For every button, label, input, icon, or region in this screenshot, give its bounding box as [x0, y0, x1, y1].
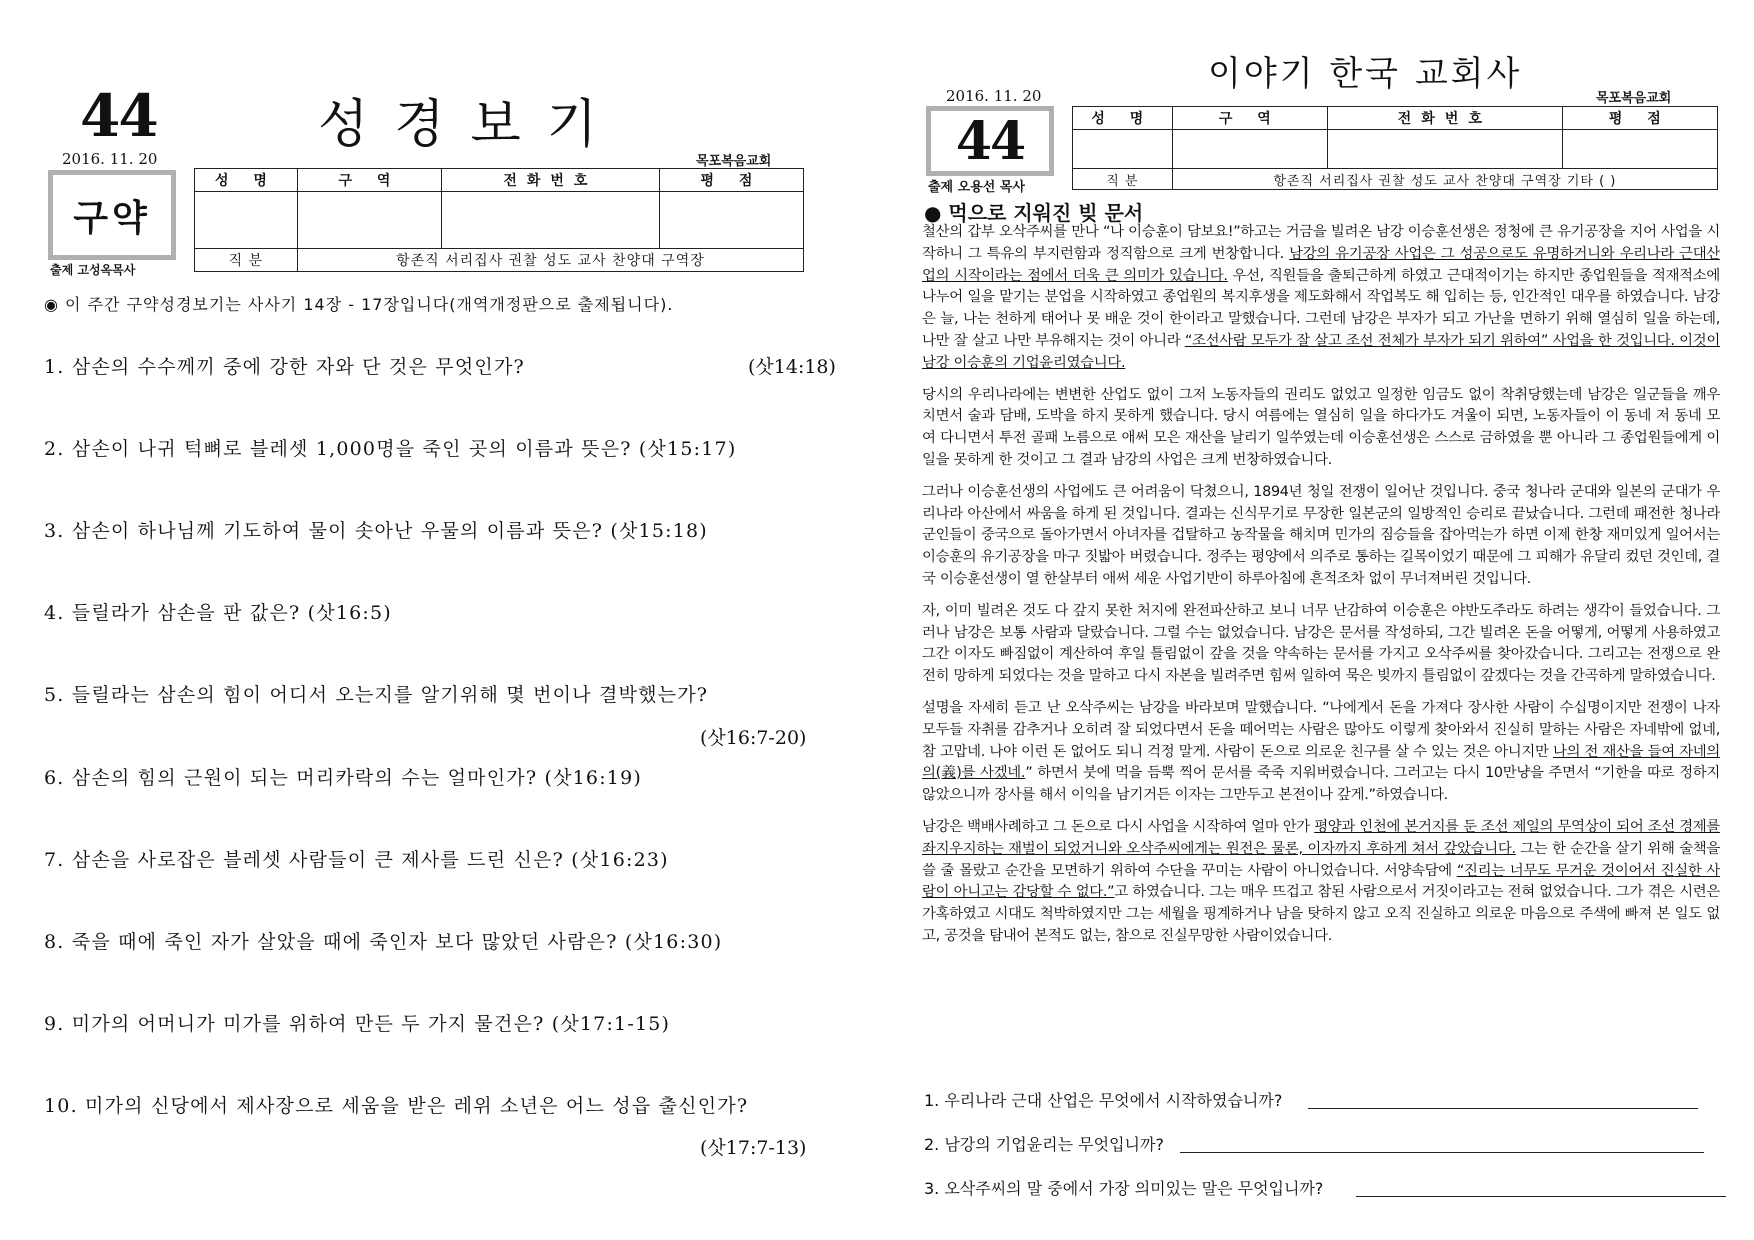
left-intro: ◉ 이 주간 구약성경보기는 사사기 14장 - 17장입니다(개역개정판으로 출제됩니다). — [44, 295, 674, 314]
underlined-text: “조선사람 모두가 잘 살고 조선 전체가 부자가 되기 위하여” 사업을 한 것입니다. 이것이 남강 이승훈의 기업윤리였습니다. — [922, 332, 1720, 371]
text-span: 그는 한 순간을 살기 위해 술책을 쓸 줄 몰랐고 순간을 모면하기 위하여 수단을 꾸미는 사람이 아니었습니다. 서양속담에 — [922, 840, 1720, 879]
text-span: 우선, 직원들을 출퇴근하게 하였고 근대적이기는 하지만 종업원들을 적재적소에 나누어 일을 맡기는 분업을 시작하였고 종업원의 복지후생을 제도화해서 작업복도 해 입히는 등, 인간적인 대우를 하였습니다. 남강은 늘, 나는 천하게 태어나 못 배운 것이 한이라고 말했습니다. 그런데 남강은 부자가 되고 가난을 면하기 위해 열심히 일을 하는데, 나만 잘 살고 나만 부유해지는 것이 아니라 — [922, 267, 1720, 349]
underlined-text: “진리는 너무도 무거운 것이어서 진실한 사람이 아니고는 감당할 수 없다.” — [922, 862, 1720, 901]
text-span: 설명을 자세히 듣고 난 오삭주씨는 남강을 바라보며 말했습니다. “나에게서 돈을 가져다 장사한 사람이 수십명이지만 전쟁이 나자 모두들 자취를 감추거나 오히려 잘 되었다면서 돈을 떼어먹는 사람은 많아도 이렇게 찾아와서 진실히 말하는 사람은 자네밖에 없네, 참 고맙네. 나야 이런 돈 없어도 되니 걱정 말게. 사람이 돈으로 의로운 친구를 살 수 있는 것은 아니지만 — [922, 699, 1720, 760]
header-score: 평 점 — [1562, 107, 1717, 130]
issue-badge-number: 44 — [955, 110, 1025, 172]
text-span: 고 하였습니다. 그는 매우 뜨겁고 참된 사람으로서 거짓이라고는 전혀 없었습니다. 그가 겪은 시련은 가혹하였고 시대도 척박하였지만 그는 세월을 핑계하거나 남을 탓하지 않고 오직 진실하고 의로운 마음으로 주색에 빠져 본 일도 없고, 공것을 탐내어 본적도 없는, 참으로 진실무망한 사람이었습니다. — [922, 884, 1721, 944]
question-5: 5. 들릴라는 삼손의 힘이 어디서 오는지를 알기위해 몇 번이나 결박했는가? — [44, 684, 709, 706]
name-field[interactable] — [195, 192, 298, 249]
score-field[interactable] — [1562, 130, 1717, 169]
question-7: 7. 삼손을 사로잡은 블레셋 사람들이 큰 제사를 드린 신은? (삿16:23) — [44, 849, 669, 871]
header-name: 성 명 — [195, 169, 298, 192]
underlined-text: 평양과 인천에 본거지를 둔 조선 제일의 무역상이 되어 조선 경제를 좌지우지하는 재벌이 되었거니와 오삭주씨에게는 원전은 물론, 이자까지 후하게 쳐서 갚았습니다. — [922, 818, 1720, 857]
answer-line-3[interactable] — [1356, 1196, 1726, 1197]
header-district: 구 역 — [297, 169, 441, 192]
review-question-3: 3. 오삭주씨의 말 중에서 가장 의미있는 말은 무엇입니까? — [924, 1179, 1324, 1198]
text-span: 당시의 우리나라에는 변변한 산업도 없이 그저 노동자들의 권리도 없었고 일정한 임금도 없이 착취당했는데 남강은 일군들을 깨우치면서 술과 담배, 도박을 하지 못하게 했습니다. 당시 여름에는 열심히 일을 하다가도 겨울이 되면, 노동자들이 이 동네 저 동네 모여 다니면서 투전 골패 노름으로 애써 모은 재산을 날리기 일쑤였는데 이승훈선생은 스스로 금하였을 뿐 아니라 그 종업원들에게 이 일을 못하게 한 것이고 그 결과 남강의 사업은 크게 번창하였습니다. — [922, 386, 1720, 468]
section-badge-label: 구약 — [73, 197, 151, 239]
left-answer-form — [194, 168, 804, 272]
header-phone: 전화번호 — [1328, 107, 1563, 130]
role-options[interactable]: 항존직 서리집사 권찰 성도 교사 찬양대 구역장 — [297, 249, 803, 272]
paragraph-4 — [922, 601, 1720, 688]
underlined-text: 남강의 유기공장 사업은 그 성공으로도 유명하거니와 우리나라 근대산업의 시작이라는 점에서 더욱 큰 의미가 있습니다. — [922, 245, 1720, 284]
left-page-title: 성경보기 — [318, 95, 623, 155]
question-1-ref: (삿14:18) — [748, 356, 836, 378]
question-10-ref: (삿17:7-13) — [700, 1137, 807, 1159]
question-10: 10. 미가의 신당에서 제사장으로 세움을 받은 레위 소년은 어느 성읍 출신인가? — [44, 1095, 749, 1117]
phone-field[interactable] — [1328, 130, 1563, 169]
question-5-ref: (삿16:7-20) — [700, 727, 807, 749]
role-options[interactable]: 항존직 서리집사 권찰 성도 교사 찬양대 구역장 기타 ( ) — [1172, 169, 1717, 190]
underlined-text: 나의 전 재산을 들여 자네의 의(義)를 사겠네. — [922, 743, 1720, 782]
role-label: 직 분 — [1073, 169, 1173, 190]
question-3: 3. 삼손이 하나님께 기도하여 물이 솟아난 우물의 이름과 뜻은? (삿15:18) — [44, 520, 708, 542]
question-9: 9. 미가의 어머니가 미가를 위하여 만든 두 가지 물건은? (삿17:1-15) — [44, 1013, 671, 1035]
name-field[interactable] — [1073, 130, 1173, 169]
left-date: 2016. 11. 20 — [62, 150, 158, 168]
question-2: 2. 삼손이 나귀 턱뼈로 블레셋 1,000명을 죽인 곳의 이름과 뜻은? (삿15:17) — [44, 438, 737, 460]
issue-badge — [926, 106, 1054, 176]
section-badge — [48, 170, 176, 260]
text-span: 철산의 갑부 오삭주씨를 만나 “나 이승훈이 담보요!”하고는 거금을 빌려온 남강 이승훈선생은 정청에 큰 유기공장을 지어 사업을 시작하니 그 특유의 부지런함과 정직함으로 크게 번창합니다. — [922, 224, 1720, 262]
right-author: 출제 오용선 목사 — [928, 180, 1025, 195]
left-issue-number: 44 — [80, 82, 157, 150]
paragraph-2 — [922, 385, 1720, 472]
paragraph-6 — [922, 817, 1720, 948]
header-phone: 전화번호 — [442, 169, 660, 192]
paragraph-5 — [922, 698, 1720, 807]
text-span: 남강은 백배사례하고 그 돈으로 다시 사업을 시작하여 얼마 안가 — [922, 818, 1315, 835]
paragraph-1 — [922, 222, 1720, 375]
text-span: 그러나 이승훈선생의 사업에도 큰 어려움이 닥쳤으니, 1894년 청일 전쟁이 일어난 것입니다. 중국 청나라 군대와 일본의 군대가 우리나라 아산에서 싸움을 하게 된 것입니다. 결과는 신식무기로 무장한 일본군의 일방적인 승리로 끝났습니다. 그런데 패전한 청나라 군인들이 중국으로 돌아가면서 아녀자를 겁탈하고 농작물을 해치며 민가의 짐승들을 잡아먹는가 하면 이제 한창 재미있게 일어서는 이승훈의 유기공장을 마구 짓밟아 버렸습니다. 정주는 평양에서 의주로 통하는 길목이었기 때문에 그 피해가 유달리 컸던 것인데, 결국 이승훈선생이 열 한살부터 애써 세운 사업기반이 하루아침에 흔적조차 없이 무너져버린 것입니다. — [922, 483, 1720, 587]
right-date: 2016. 11. 20 — [946, 87, 1042, 105]
paragraph-3 — [922, 482, 1720, 591]
header-name: 성 명 — [1073, 107, 1173, 130]
right-answer-form — [1072, 106, 1718, 190]
score-field[interactable] — [659, 192, 803, 249]
left-author: 출제 고성옥목사 — [50, 263, 136, 277]
review-question-1: 1. 우리나라 근대 산업은 무엇에서 시작하였습니까? — [924, 1091, 1283, 1110]
question-1: 1. 삼손의 수수께끼 중에 강한 자와 단 것은 무엇인가? — [44, 356, 525, 378]
phone-field[interactable] — [442, 192, 660, 249]
story-heading: ● 먹으로 지워진 빚 문서 — [924, 201, 1144, 225]
review-question-2: 2. 남강의 기업윤리는 무엇입니까? — [924, 1135, 1164, 1154]
district-field[interactable] — [1172, 130, 1327, 169]
question-8: 8. 죽을 때에 죽인 자가 살았을 때에 죽인자 보다 많았던 사람은? (삿16:30) — [44, 931, 723, 953]
header-district: 구 역 — [1172, 107, 1327, 130]
question-6: 6. 삼손의 힘의 근원이 되는 머리카락의 수는 얼마인가? (삿16:19) — [44, 767, 642, 789]
right-church-name: 목포복음교회 — [1596, 91, 1672, 106]
header-score: 평 점 — [659, 169, 803, 192]
role-label: 직 분 — [195, 249, 298, 272]
text-span: ” 하면서 붓에 먹을 듬뿍 찍어 문서를 죽죽 지워버렸습니다. 그러고는 다시 10만냥을 주면서 “기한을 따로 정하지 않았으니까 장사를 해서 이익을 남기거든 이자는 그만두고 본전이나 갚게.”하였습니다. — [922, 765, 1720, 804]
district-field[interactable] — [297, 192, 441, 249]
text-span: 자, 이미 빌려온 것도 다 갚지 못한 처지에 완전파산하고 보니 너무 난감하여 이승훈은 야반도주라도 하려는 생각이 들었습니다. 그러나 남강은 보통 사람과 달랐습니다. 그럴 수는 없었습니다. 남강은 문서를 작성하되, 그간 빌려온 돈을 어떻게, 어떻게 사용하였고 그간 이자도 빠짐없이 계산하여 후일 틀림없이 갚을 것을 약속하는 문서를 가지고 오삭주씨를 찾아갔습니다. 그리고는 전쟁으로 완전히 망하게 되었다는 것을 말하고 다시 자본을 빌려주면 힘써 일하여 묵은 빚까지 틀림없이 갚겠다는 것을 간곡하게 말하였습니다. — [922, 602, 1720, 685]
right-page-title: 이야기 한국 교회사 — [1208, 54, 1523, 94]
answer-line-1[interactable] — [1308, 1108, 1698, 1109]
answer-line-2[interactable] — [1180, 1152, 1704, 1153]
story-body — [922, 222, 1720, 958]
left-church-name: 목포복음교회 — [696, 154, 772, 169]
question-4: 4. 들릴라가 삼손을 판 값은? (삿16:5) — [44, 602, 392, 624]
